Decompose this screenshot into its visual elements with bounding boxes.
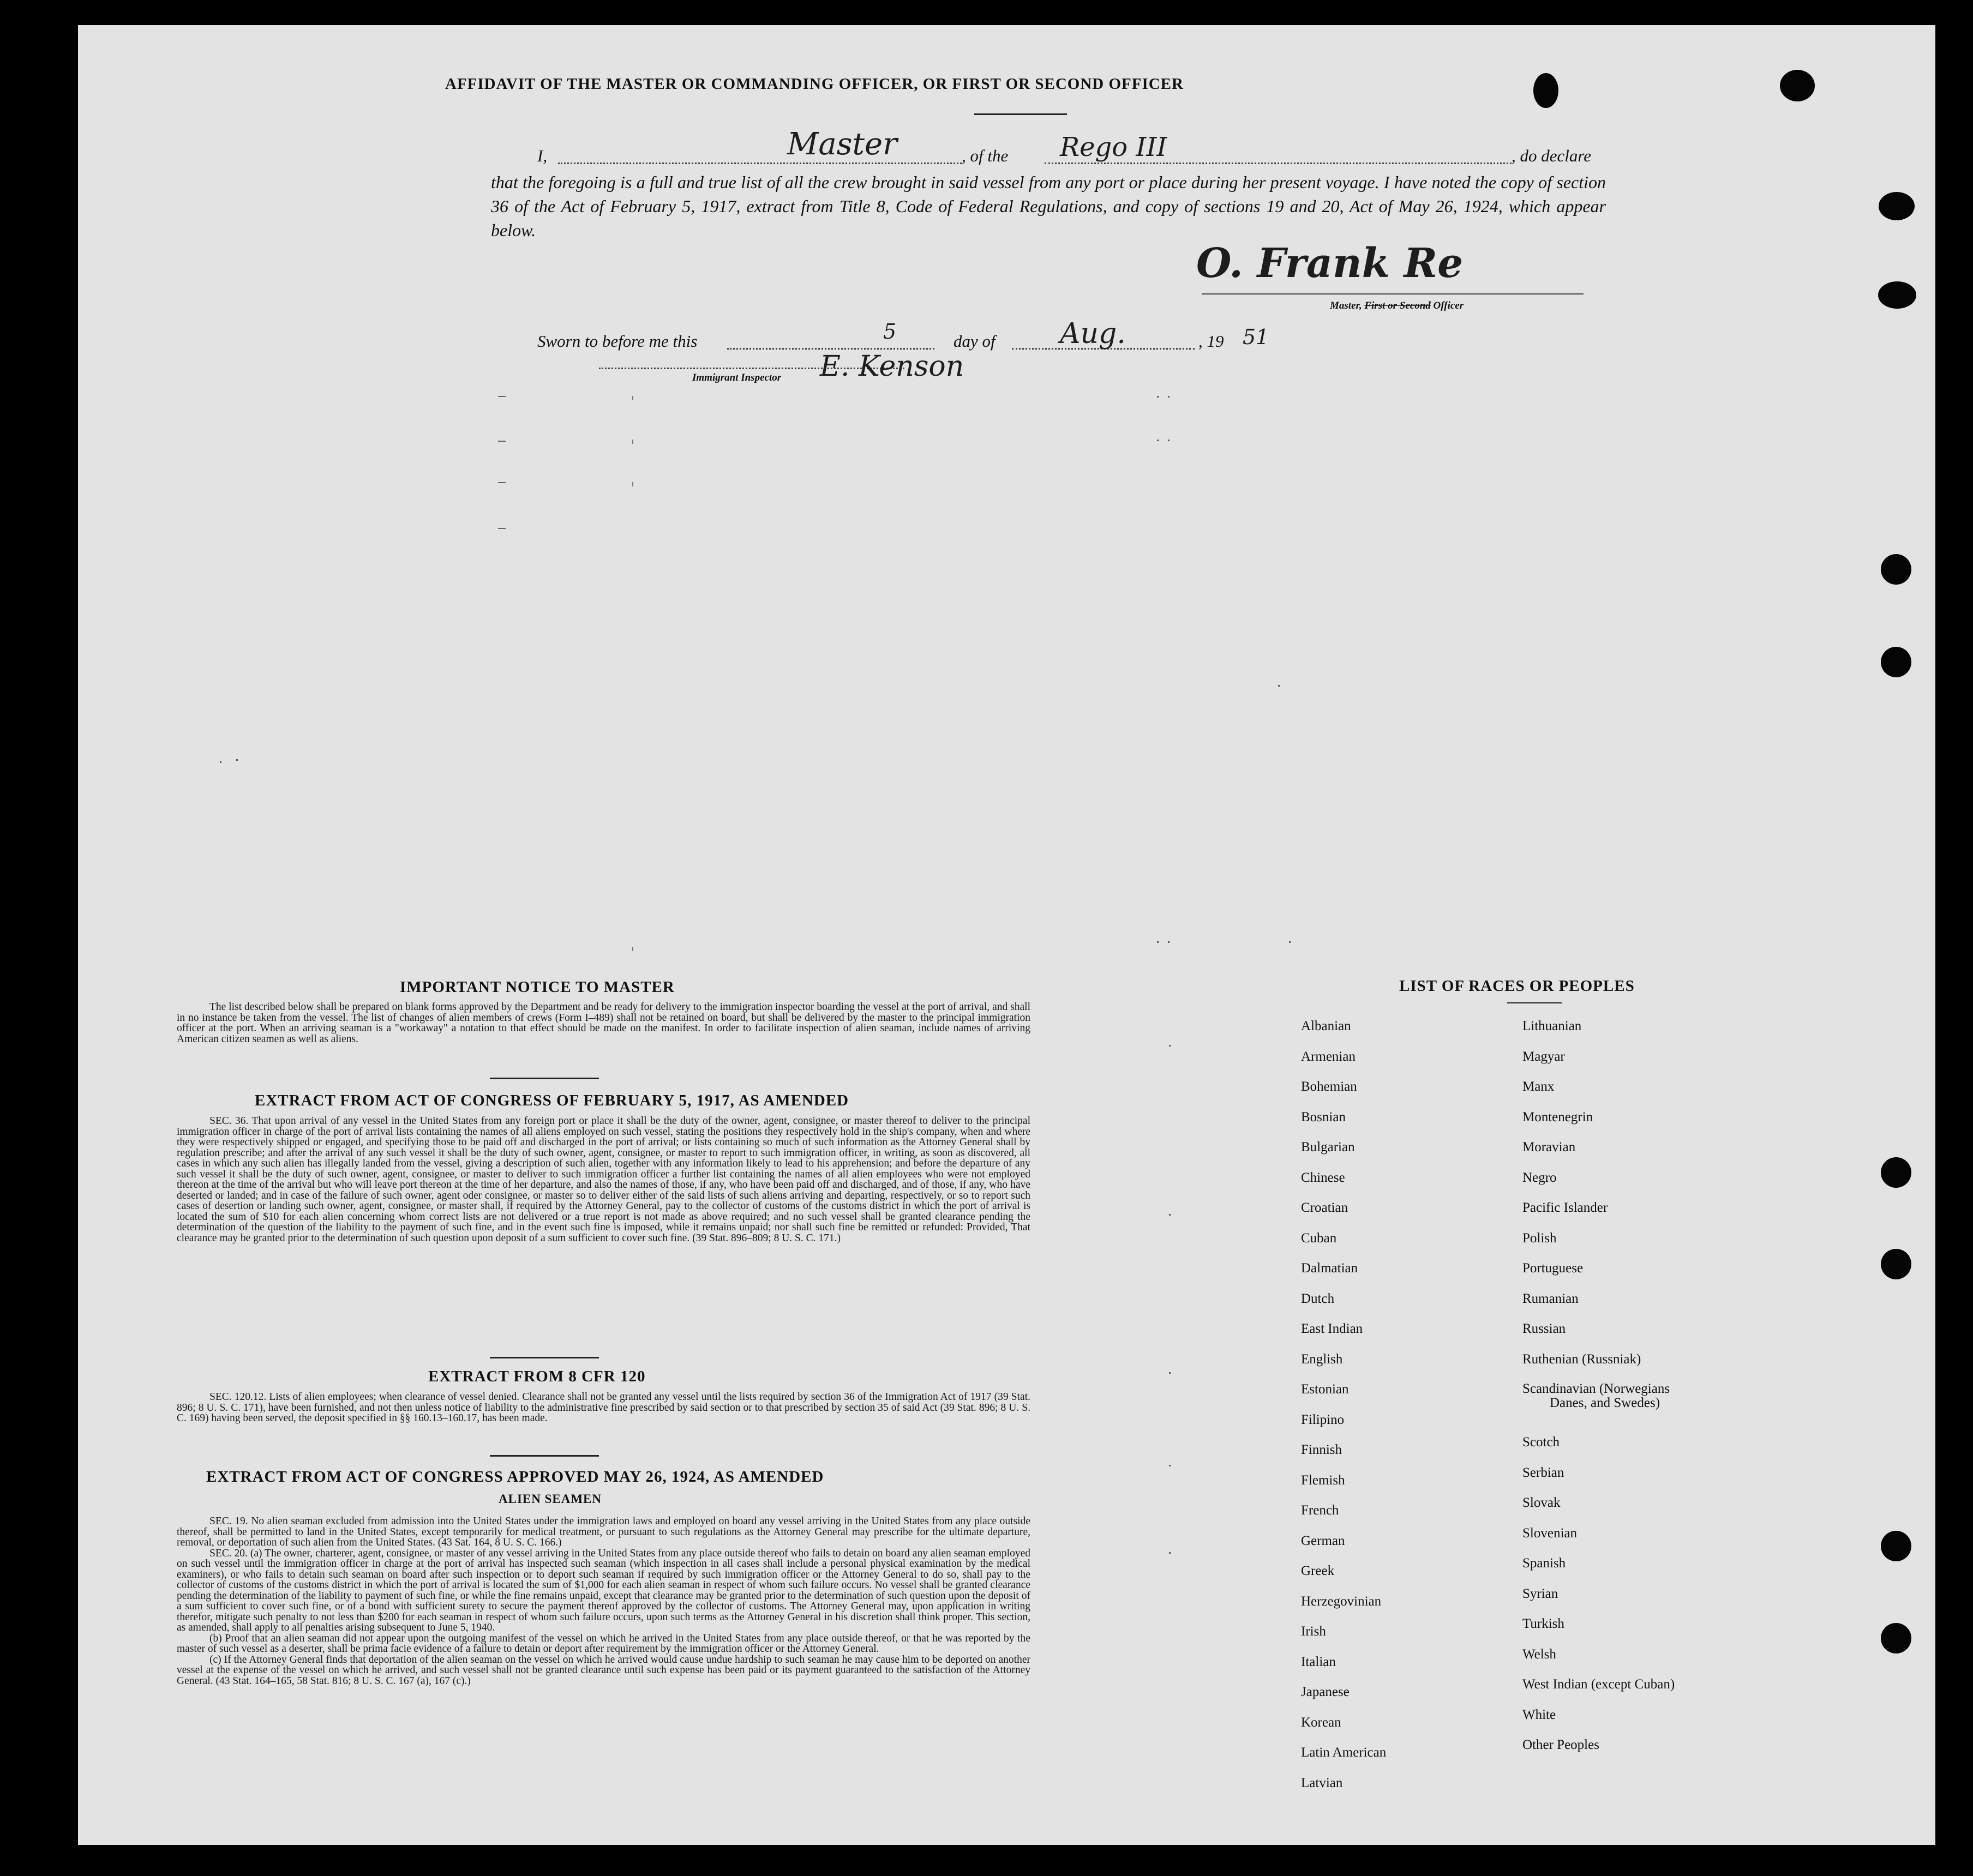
column-mark bbox=[632, 482, 633, 486]
column-mark bbox=[1289, 941, 1291, 943]
race-item: Other Peoples bbox=[1522, 1737, 1599, 1752]
i-label: I, bbox=[537, 146, 548, 165]
race-item: Welsh bbox=[1522, 1646, 1556, 1662]
extract-1917-text bbox=[177, 1116, 1030, 1243]
notice-heading: IMPORTANT NOTICE TO MASTER bbox=[400, 978, 675, 996]
signature-caption bbox=[1330, 300, 1464, 312]
binder-hole bbox=[1878, 281, 1916, 309]
notice-text bbox=[177, 1002, 1030, 1044]
race-item: Bosnian bbox=[1301, 1109, 1346, 1125]
column-mark bbox=[1169, 1552, 1171, 1554]
caption-suffix: Officer bbox=[1430, 300, 1464, 311]
section-divider bbox=[490, 1455, 599, 1457]
form-page bbox=[78, 25, 1935, 1845]
race-item: Bohemian bbox=[1301, 1079, 1357, 1094]
sec20a-paragraph: SEC. 20. (a) The owner, charterer, agent, consignee, or master of any vessel arriving in the United States from any place outside thereof who fails to detain on board any alien seaman employed on such vessel until the immigration officer in charge at the port of arrival has inspected such seaman (which inspection in all cases shall include a personal physical examination by the medical examiners), or who fails to detain such seaman on board after such inspection or to deport such seaman if required by such immigration officer or the Attorney General to do so, shall pay to the collector of customs of the customs district in which the port of arrival is located the sum of $1,000 for each alien seaman in respect of whom such failure occurs. No vessel shall be granted clearance pending the determination of the liability to payment of such fine, or while the fine remains unpaid, except that clearance may be granted prior to the determination of such question upon the deposit of a sum sufficient to cover such fine, or of a bond with sufficient surety to secure the payment thereof approved by the collector of customs. The Attorney General may, upon application in writing therefor, mitigate such penalty to not less than $200 for each seaman in respect of whom such failure occurs, upon such terms as the Attorney General in his discretion shall think proper. This section, as amended, shall apply to all penalties arising subsequent to June 5, 1940. bbox=[177, 1547, 1030, 1633]
binder-hole bbox=[1881, 647, 1911, 677]
day-of-label: day of bbox=[953, 332, 996, 351]
column-mark bbox=[1157, 396, 1159, 398]
race-item: Turkish bbox=[1522, 1616, 1564, 1631]
race-item: Flemish bbox=[1301, 1472, 1345, 1488]
race-item: Magyar bbox=[1522, 1049, 1565, 1064]
race-item: Slovak bbox=[1522, 1495, 1561, 1510]
year-value: 51 bbox=[1243, 325, 1269, 349]
column-mark bbox=[1169, 1372, 1171, 1374]
day-line bbox=[727, 348, 934, 350]
column-mark bbox=[1169, 1045, 1171, 1047]
race-item: Dutch bbox=[1301, 1291, 1335, 1306]
race-item: Syrian bbox=[1522, 1586, 1558, 1601]
race-item: Croatian bbox=[1301, 1200, 1348, 1215]
race-item: Negro bbox=[1522, 1170, 1557, 1185]
races-divider bbox=[1507, 1002, 1562, 1003]
sec19-paragraph: SEC. 19. No alien seaman excluded from admission into the United States under the immigration laws and employed on board any vessel arriving in the United States from any place outside thereof, shall be permitted to land in the United States, except temporarily for medical treatment, or pursuant to such regulations as the Attorney General may prescribe for the ultimate departure, removal, or deportation of such alien from the United States. (43 Sat. 164, 8 U. S. C. 166.) bbox=[177, 1516, 1030, 1548]
inspector-signature: E. Kenson bbox=[820, 350, 964, 383]
race-item: Manx bbox=[1522, 1079, 1555, 1094]
race-item: West Indian (except Cuban) bbox=[1522, 1677, 1675, 1692]
race-item: Pacific Islander bbox=[1522, 1200, 1608, 1215]
race-item: Albanian bbox=[1301, 1019, 1351, 1033]
row-mark bbox=[498, 528, 506, 529]
race-item: Herzegovinian bbox=[1301, 1594, 1382, 1609]
column-mark bbox=[1168, 440, 1170, 441]
column-mark bbox=[236, 759, 238, 761]
race-item: Latin American bbox=[1301, 1745, 1387, 1760]
race-item: Slovenian bbox=[1522, 1525, 1577, 1541]
row-mark bbox=[498, 396, 506, 397]
column-mark bbox=[1168, 941, 1170, 943]
column-mark bbox=[1169, 1465, 1171, 1466]
declaration-text bbox=[491, 170, 1606, 242]
binder-hole bbox=[1881, 1623, 1911, 1653]
race-item: Irish bbox=[1301, 1624, 1326, 1639]
race-item: Spanish bbox=[1522, 1556, 1566, 1571]
notice-paragraph: The list described below shall be prepared on blank forms approved by the Department and be ready for delivery to the immigration inspector boarding the vessel at the port of arrival, and shall in no instance be taken from the vessel. The list of changes of alien members of crews (Form I–489) shall not be retained on board, but shall be delivered by the master to the principal immigration officer at the port. When an arriving seaman is a "workaway" a notation to that effect should be made on the manifest. In order to facilitate inspection of alien seaman, include names of arriving American citizen seamen as well as aliens. bbox=[177, 1001, 1030, 1045]
race-item: Serbian bbox=[1522, 1465, 1564, 1480]
race-item: Russian bbox=[1522, 1321, 1566, 1336]
binder-hole bbox=[1881, 1157, 1911, 1188]
race-item: Moravian bbox=[1522, 1140, 1576, 1155]
race-item: Polish bbox=[1522, 1230, 1557, 1246]
row-mark bbox=[498, 482, 506, 483]
extract-cfr-text bbox=[177, 1392, 1030, 1424]
declaration-paragraph: that the foregoing is a full and true list of all the crew brought in said vessel from any port or place during her present voyage. I have noted the copy of section 36 of the Act of February 5, 1917, extract from Title 8, Code of Federal Regulations, and copy of sections 19 and 20, Act of May 26, 1924, which appear below. bbox=[491, 172, 1606, 240]
races-left-column bbox=[1301, 1011, 1386, 1798]
sec36-paragraph: SEC. 36. That upon arrival of any vessel in the United States from any foreign port or place it shall be the duty of the owner, agent, consignee, or master thereof to deliver to the principal immigration officer in charge of the port of arrival lists containing the names of all aliens employed on such vessel, stating the positions they respectively hold in the ship's company, when and where they were respectively shipped or engaged, and specifying those to be paid off and discharged in the port of arrival; or lists containing so much of such information as the Attorney General shall by regulation prescribe; and after the arrival of any such vessel it shall be the duty of such owner, agent, consignee, or master to report to such immigration officer, in writing, as soon as discovered, all cases in which any such alien has illegally landed from the vessel, giving a description of such alien, together with any information likely to lead to his apprehension; and before the departure of any such vessel it shall be the duty of such owner, agent, consignee, or master to deliver to such immigration officer a further list containing the names of all alien employees who were not employed thereon at the time of the arrival but who will leave port thereon at the time of her departure, and also the names of those, if any, who have been paid off and discharged, and of those, if any, who have deserted or landed; and in case of the failure of such owner, agent oder consignee, or master so to deliver either of the said lists of such aliens arriving and departing, respectively, or so to report such cases of desertion or landing such owner, agent, consignee, or master shall, if required by the Attorney General, pay to the collector of customs of the customs district in which the port of arrival is located the sum of $10 for each alien concerning whom correct lists are not delivered or a true report is not made as above required; and no such vessel shall be granted clearance pending the determination of the question of the liability to the payment of such fine, and in the event such fine is imposed, while it remains unpaid; nor shall such fine be remitted or refunded: Provided, That clearance may be granted prior to the determination of such question upon deposit of a sum sufficient to cover such fine. (39 Stat. 896–809; 8 U. S. C. 171.) bbox=[177, 1115, 1030, 1244]
section-divider bbox=[490, 1357, 599, 1358]
binder-hole bbox=[1879, 192, 1915, 220]
race-item: Rumanian bbox=[1522, 1291, 1579, 1306]
column-mark bbox=[632, 947, 633, 951]
column-mark bbox=[1168, 396, 1170, 398]
extract-1924-heading: EXTRACT FROM ACT OF CONGRESS APPROVED MAY 26, 1924, AS AMENDED bbox=[206, 1468, 824, 1486]
of-the-label: , of the bbox=[962, 146, 1009, 165]
affidavit-title: AFFIDAVIT OF THE MASTER OR COMMANDING OFFICER, OR FIRST OR SECOND OFFICER bbox=[445, 75, 1184, 93]
race-item: Dalmatian bbox=[1301, 1261, 1358, 1276]
race-item: White bbox=[1522, 1707, 1556, 1722]
name-handwritten: Master bbox=[787, 127, 897, 162]
races-right-column bbox=[1522, 1011, 1675, 1760]
column-mark bbox=[220, 761, 221, 763]
race-item-line: Danes, and Swedes) bbox=[1550, 1396, 1660, 1410]
race-item: Lithuanian bbox=[1522, 1019, 1582, 1033]
race-item: East Indian bbox=[1301, 1321, 1363, 1336]
binder-hole bbox=[1881, 1249, 1911, 1279]
binder-hole bbox=[1780, 70, 1815, 101]
signature-line bbox=[1202, 293, 1584, 294]
binder-hole bbox=[1881, 1531, 1911, 1561]
year-prefix: , 19 bbox=[1198, 332, 1224, 351]
race-item: Ruthenian (Russniak) bbox=[1522, 1351, 1641, 1367]
vessel-line bbox=[1045, 163, 1512, 164]
caption-prefix: Master, bbox=[1330, 300, 1365, 311]
race-item: Latvian bbox=[1301, 1775, 1343, 1790]
race-item: French bbox=[1301, 1503, 1339, 1518]
race-item: Korean bbox=[1301, 1715, 1341, 1730]
race-item: Greek bbox=[1301, 1564, 1335, 1578]
column-mark bbox=[632, 440, 633, 444]
sec120-paragraph: SEC. 120.12. Lists of alien employees; when clearance of vessel denied. Clearance shall not be granted any vessel until the lists required by section 36 of the Immigration Act of 1917 (39 Stat. 896; 8 U. S. C. 171), have been furnished, and not then unless notice of liability to the administrative fine prescribed by said section or to that prescribed by section 35 of said Act (39 Stat. 896; 8 U. S. C. 169) having been served, the deposit specified in §§ 160.13–160.17, has been made. bbox=[177, 1391, 1030, 1424]
race-item: Montenegrin bbox=[1522, 1109, 1593, 1125]
sworn-label: Sworn to before me this bbox=[537, 332, 698, 351]
row-mark bbox=[498, 441, 506, 442]
binder-hole bbox=[1881, 554, 1911, 585]
race-item: Portuguese bbox=[1522, 1261, 1584, 1276]
name-line bbox=[558, 163, 962, 164]
do-declare-label: , do declare bbox=[1512, 146, 1592, 165]
extract-cfr-heading: EXTRACT FROM 8 CFR 120 bbox=[428, 1368, 646, 1385]
extract-1917-heading: EXTRACT FROM ACT OF CONGRESS OF FEBRUARY 5, 1917, AS AMENDED bbox=[255, 1092, 849, 1109]
race-item: Chinese bbox=[1301, 1170, 1345, 1185]
race-item: English bbox=[1301, 1351, 1343, 1367]
column-mark bbox=[1169, 1214, 1171, 1216]
race-item: Japanese bbox=[1301, 1685, 1350, 1699]
race-item bbox=[1522, 1374, 1675, 1427]
section-divider bbox=[490, 1078, 599, 1079]
race-item: Finnish bbox=[1301, 1442, 1342, 1457]
title-divider bbox=[974, 113, 1067, 115]
race-item: Filipino bbox=[1301, 1412, 1345, 1427]
vessel-handwritten: Rego III bbox=[1060, 132, 1167, 163]
sec20c-paragraph: (c) If the Attorney General finds that deportation of the alien seaman on the vessel on which he arrived would cause undue hardship to such seaman he may cause him to be deported on another vessel at the expense of the vessel on which he arrived, and such vessel shall not be granted clearance until such expense has been paid or its payment guaranteed to the satisfaction of the Attorney General. (43 Stat. 164–165, 58 Stat. 816; 8 U. S. C. 167 (a), 167 (c).) bbox=[177, 1653, 1030, 1687]
race-item: Cuban bbox=[1301, 1230, 1337, 1246]
caption-strike: First or Second bbox=[1364, 300, 1431, 311]
master-signature: O. Frank Re bbox=[1196, 240, 1464, 287]
inspector-label: Immigrant Inspector bbox=[692, 372, 782, 383]
race-item-line: Scandinavian (Norwegians bbox=[1522, 1381, 1670, 1396]
column-mark bbox=[1157, 941, 1159, 943]
extract-1924-text bbox=[177, 1516, 1030, 1686]
races-title: LIST OF RACES OR PEOPLES bbox=[1399, 977, 1635, 995]
race-item: Scotch bbox=[1522, 1435, 1560, 1450]
alien-seamen-subheading: ALIEN SEAMEN bbox=[499, 1492, 602, 1506]
day-value: 5 bbox=[883, 320, 897, 344]
column-mark bbox=[1278, 685, 1280, 687]
race-item: German bbox=[1301, 1533, 1345, 1548]
sec20b-paragraph: (b) Proof that an alien seaman did not appear upon the outgoing manifest of the vessel on which he arrived in the United States from any place outside thereof, or that he was reported by the master of such vessel as a deserter, shall be prima facie evidence of a failure to detain or deport after requirement by the immigration officer or the Attorney General. bbox=[177, 1632, 1030, 1655]
race-item: Armenian bbox=[1301, 1049, 1356, 1064]
column-mark bbox=[632, 396, 633, 400]
race-item: Estonian bbox=[1301, 1382, 1349, 1397]
race-item: Bulgarian bbox=[1301, 1140, 1355, 1155]
month-value: Aug. bbox=[1060, 317, 1126, 350]
race-item: Italian bbox=[1301, 1654, 1336, 1669]
column-mark bbox=[1157, 440, 1159, 441]
